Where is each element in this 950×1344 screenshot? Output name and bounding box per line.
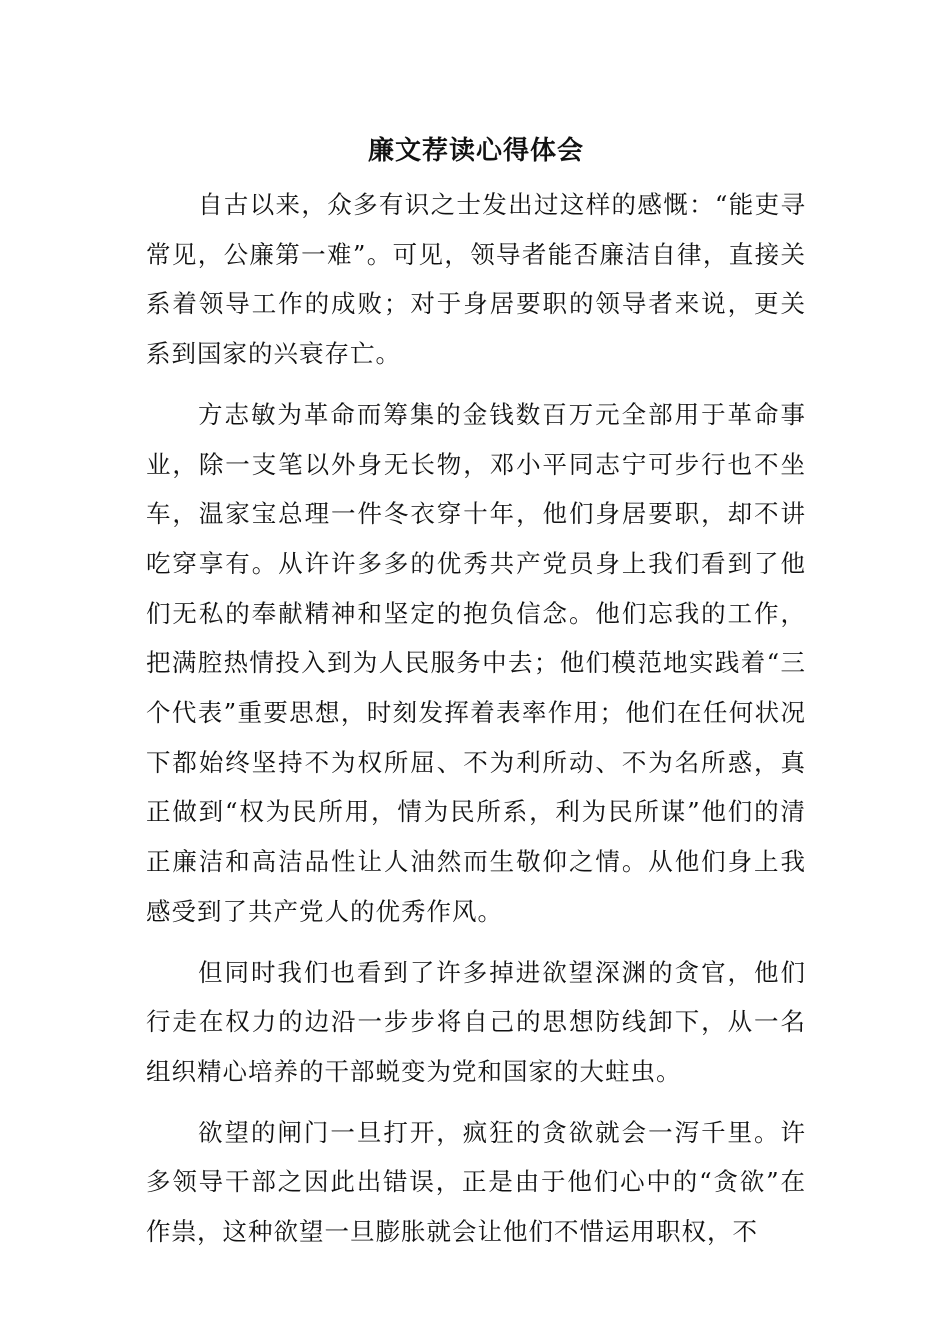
document-title: 廉文荐读心得体会 (367, 136, 584, 166)
paragraph-4: 欲望的闸门一旦打开，疯狂的贪欲就会一泻千里。许多领导干部之因此出错误，正是由于他们心中的“贪欲”在作祟，这种欲望一旦膨胀就会让他们不惜运用职权，不 (146, 1117, 806, 1247)
paragraph-1: 自古以来，众多有识之士发出过这样的感慨：“能吏寻常见，公廉第一难”。可见，领导者能否廉洁自律，直接关系着领导工作的成败；对于身居要职的领导者来说，更关系到国家的兴衰存亡。 (146, 190, 806, 369)
paragraph-2: 方志敏为革命而筹集的金钱数百万元全部用于革命事业，除一支笔以外身无长物，邓小平同志宁可步行也不坐车，温家宝总理一件冬衣穿十年，他们身居要职，却不讲吃穿享有。从许许多多的优秀共产党员身上我们看到了他们无私的奉献精神和坚定的抱负信念。他们忘我的工作，把满腔热情投入到为人民服务中去；他们模范地实践着“三个代表”重要思想，时刻发挥着表率作用；他们在任何状况下都始终坚持不为权所屈、不为利所动、不为名所惑，真正做到“权为民所用，情为民所系，利为民所谋”他们的清正廉洁和高洁品性让人油然而生敬仰之情。从他们身上我感受到了共产党人的优秀作风。 (146, 399, 806, 926)
paragraph-3: 但同时我们也看到了许多掉进欲望深渊的贪官，他们行走在权力的边沿一步步将自己的思想防线卸下，从一名组织精心培养的干部蜕变为党和国家的大蛀虫。 (146, 957, 806, 1086)
document-page (146, 128, 806, 1268)
